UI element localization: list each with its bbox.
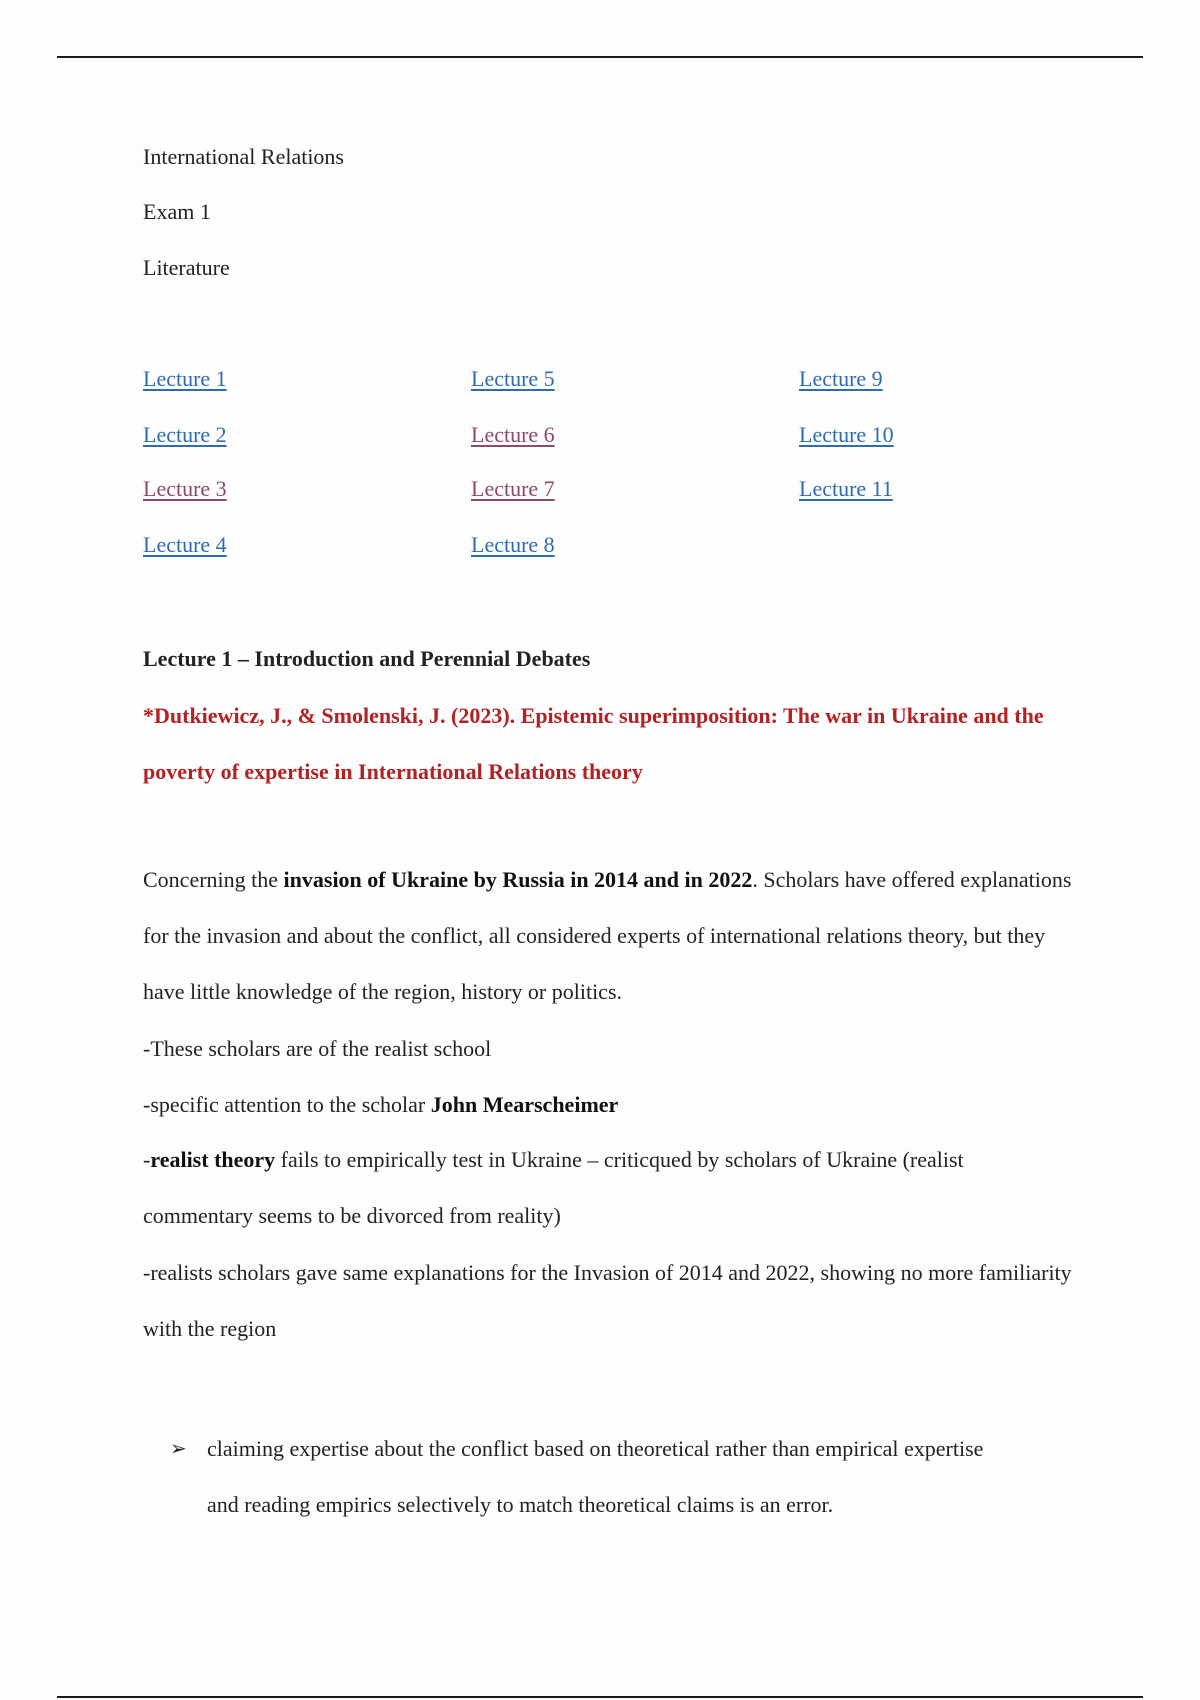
lecture-link-2[interactable]: Lecture 2 — [143, 422, 227, 447]
lecture-link-grid — [143, 365, 1143, 565]
intro-text-end: . Scholars have offered explanations for the invasion and about the conflict, all considered experts of international relations theory, but they have little knowledge of the region, history or politics. — [143, 867, 1072, 1004]
bullet-item — [170, 1421, 1020, 1533]
lecture-link-8[interactable]: Lecture 8 — [471, 532, 555, 557]
note2-text: -specific attention to the scholar — [143, 1092, 431, 1117]
note3-bold: realist theory — [150, 1147, 276, 1172]
lecture-link-1[interactable]: Lecture 1 — [143, 366, 227, 391]
note3-prefix: - — [143, 1147, 151, 1172]
lecture-link-10[interactable]: Lecture 10 — [799, 422, 894, 447]
top-rule — [57, 56, 1143, 58]
intro-paragraph — [143, 852, 1073, 1020]
lecture-link-3[interactable]: Lecture 3 — [143, 476, 227, 501]
intro-bold-phrase: invasion of Ukraine by Russia in 2014 and in 2022 — [283, 867, 753, 892]
lecture-1-heading: Lecture 1 – Introduction and Perennial Debates — [143, 646, 591, 671]
note3-text: fails to empirically test in Ukraine – criticqued by scholars of Ukraine (realist commentary seems to be divorced from reality) — [143, 1147, 964, 1228]
lecture-link-6[interactable]: Lecture 6 — [471, 422, 555, 447]
note-mearscheimer — [143, 1091, 618, 1119]
lecture-link-4[interactable]: Lecture 4 — [143, 532, 227, 557]
exam-label: Exam 1 — [143, 199, 211, 224]
note-realist-school: -These scholars are of the realist school — [143, 1036, 492, 1061]
reference-citation: *Dutkiewicz, J., & Smolenski, J. (2023). Epistemic superimposition: The war in Ukraine and the poverty of expertise in International Relations theory — [143, 703, 1044, 784]
bullet-text: claiming expertise about the conflict based on theoretical rather than empirical expertise and reading empirics selectively to match theoretical claims is an error. — [207, 1436, 984, 1517]
lecture-link-7[interactable]: Lecture 7 — [471, 476, 555, 501]
note2-bold: John Mearscheimer — [430, 1092, 619, 1117]
lecture-link-5[interactable]: Lecture 5 — [471, 366, 555, 391]
lecture-link-11[interactable]: Lecture 11 — [799, 476, 893, 501]
intro-text-start: Concerning the — [143, 867, 284, 892]
lecture-link-9[interactable]: Lecture 9 — [799, 366, 883, 391]
note-realist-theory — [143, 1132, 1073, 1244]
note-same-explanations: -realists scholars gave same explanations for the Invasion of 2014 and 2022, showing no more familiarity with the region — [143, 1260, 1072, 1341]
arrow-bullet-icon: ➢ — [170, 1438, 187, 1460]
section-label: Literature — [143, 255, 230, 280]
course-title: International Relations — [143, 144, 344, 169]
bottom-rule — [57, 1696, 1143, 1698]
